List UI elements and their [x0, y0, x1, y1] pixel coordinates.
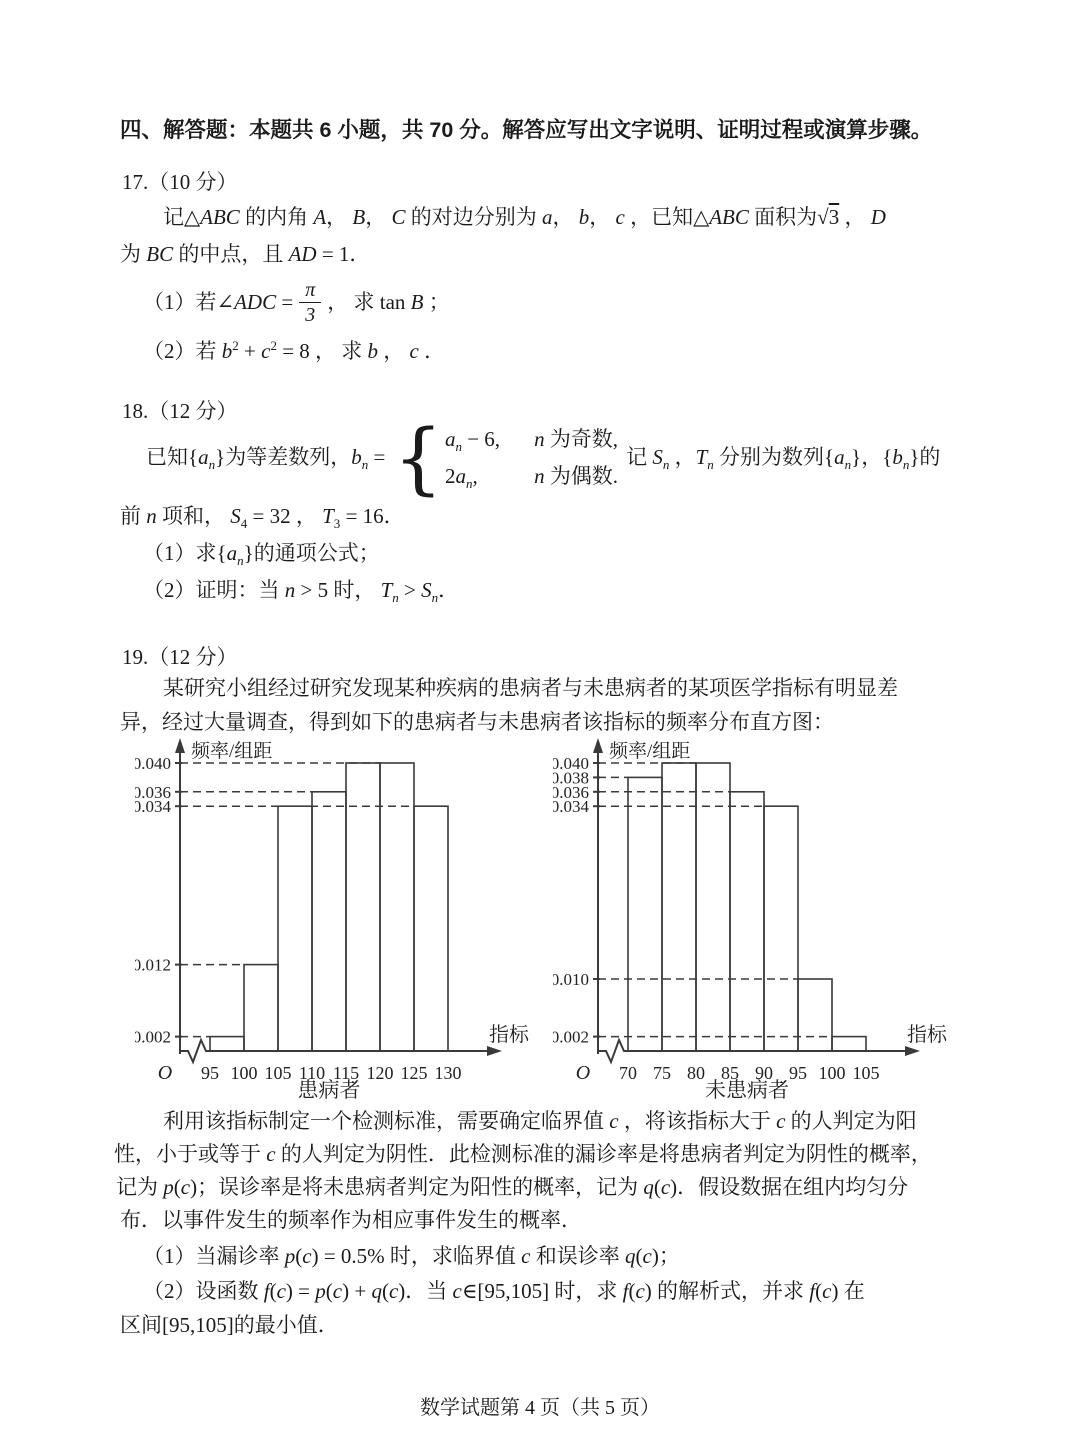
svg-text:125: 125 — [400, 1063, 428, 1083]
svg-text:指标: 指标 — [489, 1024, 529, 1046]
fraction-denominator: 3 — [305, 303, 316, 326]
svg-text:O: O — [157, 1062, 173, 1084]
svg-text:0.034: 0.034 — [553, 797, 589, 817]
svg-text:0.034: 0.034 — [135, 797, 171, 817]
q17-part1 — [143, 272, 450, 332]
svg-text:120: 120 — [366, 1063, 394, 1083]
svg-text:0.010: 0.010 — [553, 970, 589, 989]
q19-intro-line2: 异，经过大量调查，得到如下的患病者与未患病者该指标的频率分布直方图： — [120, 710, 834, 734]
q17-part1-pre: （1）若∠ADC = — [143, 289, 294, 314]
histogram-patients — [135, 735, 535, 1100]
svg-text:100: 100 — [818, 1063, 846, 1083]
svg-text:0.002: 0.002 — [553, 1027, 589, 1047]
svg-text:75: 75 — [653, 1063, 671, 1083]
svg-text:100: 100 — [230, 1063, 258, 1083]
q17-number: 17.（10 分） — [122, 170, 238, 194]
svg-text:105: 105 — [264, 1063, 292, 1083]
q17-part2: （2）若 $b^2 + c^2 = 8$ ， 求 b ， c ． — [143, 338, 446, 363]
q19-after-line1: 利用该指标制定一个检测标准，需要确定临界值 c ，将该指标大于 c 的人判定为阳 — [163, 1109, 917, 1133]
q19-after-line2: 性，小于或等于 c 的人判定为阴性．此检测标准的漏诊率是将患病者判定为阴性的概率， — [114, 1142, 932, 1166]
svg-text:频率/组距: 频率/组距 — [609, 741, 691, 762]
piecewise-brace: { — [393, 413, 443, 504]
q19-intro-line1: 某研究小组经过研究发现某种疾病的患病者与未患病者的某项医学指标有明显差 — [163, 676, 898, 700]
q19-part2-line1: （2）设函数 f(c) = p(c) + q(c)．当 c∈[95,105] 时，求 f(c) 的解析式，并求 f(c) 在 — [143, 1279, 865, 1303]
svg-text:频率/组距: 频率/组距 — [191, 741, 273, 762]
svg-text:0.038: 0.038 — [553, 768, 589, 788]
svg-text:0.040: 0.040 — [553, 754, 589, 773]
svg-text:85: 85 — [721, 1063, 739, 1083]
q19-after-line4: 布．以事件发生的频率作为相应事件发生的概率． — [120, 1208, 582, 1232]
piecewise-expr-odd: $a_n - 6$, — [444, 426, 501, 454]
q19-after-line3: 记为 p(c)；误诊率是将未患病者判定为阳性的概率，记为 q(c)．假设数据在组内均匀分 — [116, 1175, 909, 1199]
svg-text:105: 105 — [852, 1063, 880, 1083]
svg-text:0.012: 0.012 — [135, 955, 171, 975]
svg-text:0.040: 0.040 — [135, 754, 171, 773]
svg-text:0.002: 0.002 — [135, 1027, 171, 1047]
svg-text:0.036: 0.036 — [553, 782, 589, 802]
q17-intro-line1: 记△ABC 的内角 A， B， C 的对边分别为 a， b， c ，已知△ABC 面积为√3 ， D — [163, 205, 886, 229]
svg-text:90: 90 — [755, 1063, 773, 1083]
piecewise-cond-even: n 为偶数. — [534, 464, 619, 488]
q18-line2: 前 n 项和， $S_4 = 32$ ， $T_3 = 16$． — [120, 504, 405, 532]
piecewise-definition — [393, 413, 619, 504]
fraction-numerator: π — [299, 279, 321, 303]
q19-number: 19.（12 分） — [122, 645, 238, 669]
q17-intro-line2: 为 BC 的中点，且 AD = 1． — [120, 242, 371, 266]
page-footer: 数学试题第 4 页（共 5 页） — [420, 1397, 660, 1419]
piecewise-rows — [445, 426, 618, 493]
q18-part2: （2）证明：当 n > 5 时， $T_n > S_n$． — [143, 578, 460, 606]
svg-text:95: 95 — [201, 1063, 219, 1083]
svg-text:130: 130 — [434, 1063, 462, 1083]
svg-text:95: 95 — [789, 1063, 807, 1083]
fraction-pi-over-3 — [299, 279, 321, 326]
section-header: 四、解答题：本题共 6 小题，共 70 分。解答应写出文字说明、证明过程或演算步骤。 — [120, 118, 933, 142]
svg-text:70: 70 — [619, 1063, 637, 1083]
svg-text:115: 115 — [332, 1063, 360, 1083]
q18-intro — [146, 413, 941, 504]
svg-text:患病者: 患病者 — [297, 1078, 361, 1100]
q17-part1-post: ， 求 tan B ； — [327, 289, 450, 314]
histogram-non-patients — [553, 735, 953, 1100]
svg-text:110: 110 — [298, 1063, 326, 1083]
q19-part2-line2: 区间[95,105]的最小值． — [120, 1313, 339, 1337]
svg-text:80: 80 — [687, 1063, 705, 1083]
q18-part1: （1）求$\{a_n\}$的通项公式； — [143, 541, 380, 569]
q18-number: 18.（12 分） — [122, 399, 238, 423]
svg-text:0.036: 0.036 — [135, 782, 171, 802]
q18-intro-pre: 已知$\{a_n\}$为等差数列，$b_n$ = — [146, 445, 386, 473]
svg-text:未患病者: 未患病者 — [705, 1078, 789, 1100]
svg-text:O: O — [575, 1062, 591, 1084]
svg-text:指标: 指标 — [907, 1024, 947, 1046]
q18-intro-post: 记 $S_n$ ，$T_n$ 分别为数列$\{a_n\}$，$\{b_n\}$的 — [626, 445, 941, 473]
piecewise-cond-odd: n 为奇数, — [534, 426, 619, 451]
q19-part1: （1）当漏诊率 p(c) = 0.5% 时，求临界值 c 和误诊率 q(c)； — [143, 1244, 680, 1268]
piecewise-expr-even: $2a_n$, — [444, 464, 478, 492]
